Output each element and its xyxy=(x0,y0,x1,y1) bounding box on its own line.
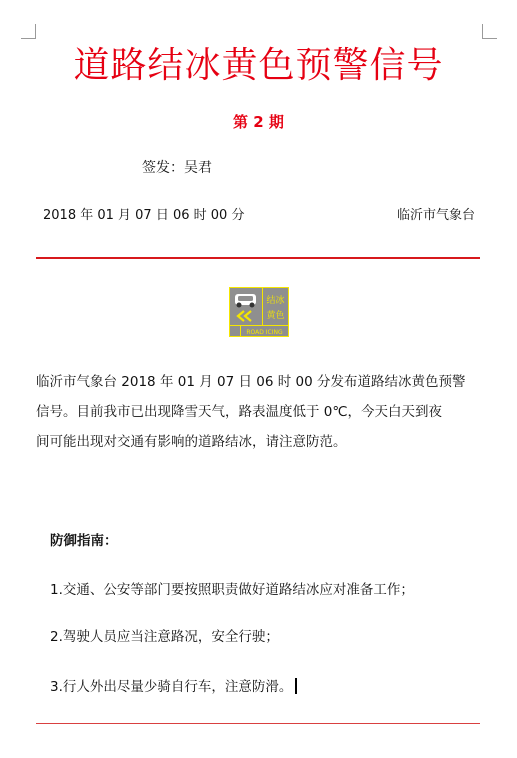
issue-date: 2018 年 01 月 07 日 06 时 00 分 xyxy=(43,208,245,223)
body-line: 信号。目前我市已出现降雪天气，路表温度低于 0℃，今天白天到夜 xyxy=(36,404,443,420)
text-cursor xyxy=(295,678,297,694)
defense-guide-item[interactable] xyxy=(50,676,297,698)
warning-sign-level-box xyxy=(230,326,240,336)
page-corner-mark-top-left xyxy=(21,24,36,39)
body-line: 临沂市气象台 2018 年 01 月 07 日 06 时 00 分发布道路结冰黄色预警 xyxy=(36,374,466,390)
issuer-name: 临沂市气象台 xyxy=(396,208,475,223)
page-corner-mark-top-right xyxy=(482,24,497,39)
warning-sign-text-sub: 黄色 xyxy=(266,311,285,321)
warning-body-paragraph xyxy=(36,367,480,457)
warning-sign-graphic xyxy=(229,287,289,337)
warning-sign-text-main: 结冰 xyxy=(266,296,285,306)
body-line: 间可能出现对交通有影响的道路结冰，请注意防范。 xyxy=(36,434,347,450)
signer-line: 签发：吴君 xyxy=(142,160,212,176)
document-title: 道路结冰黄色预警信号 xyxy=(73,45,444,86)
defense-guide-item-text: 3.行人外出尽量少骑自行车，注意防滑。 xyxy=(50,679,293,695)
defense-guide-item: 2.驾驶人员应当注意路况，安全行驶； xyxy=(50,629,279,645)
header-divider xyxy=(36,257,480,259)
warning-sign-pictogram-panel xyxy=(230,288,262,325)
warning-sign-english-label: ROAD ICING xyxy=(246,329,283,336)
defense-guide-heading: 防御指南： xyxy=(50,533,118,549)
issue-number: 第 2 期 xyxy=(233,113,284,131)
defense-guide-item: 1.交通、公安等部门要按照职责做好道路结冰应对准备工作； xyxy=(50,582,414,598)
footer-divider xyxy=(36,723,480,724)
road-icing-yellow-warning-icon xyxy=(229,287,289,337)
